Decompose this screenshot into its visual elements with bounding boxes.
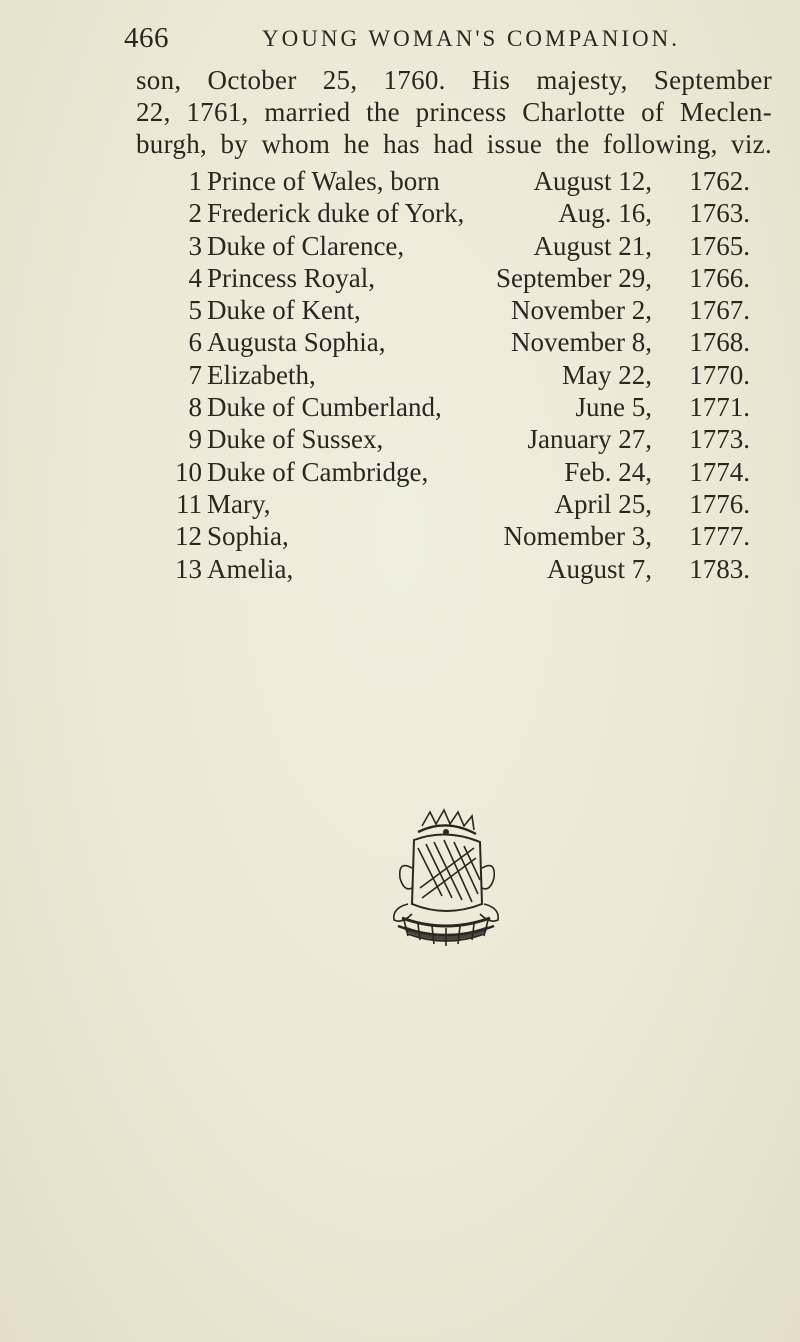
child-birth-year: 1766.: [689, 262, 750, 293]
child-number: 3: [188, 230, 202, 261]
child-birth-year: 1765.: [689, 230, 750, 261]
intro-line: 22, 1761, married the princess Charlotte of Meclen-: [136, 97, 772, 127]
child-name: Mary,: [207, 488, 271, 519]
child-number: 13: [175, 553, 202, 584]
child-number: 5: [188, 295, 202, 326]
intro-line: burgh, by whom he has had issue the following, viz.: [136, 129, 772, 159]
child-number: 10: [175, 456, 202, 487]
child-number: 2: [188, 198, 202, 229]
child-birth-year: 1768.: [689, 327, 750, 358]
child-row: [150, 294, 750, 326]
child-birth-date: August 21,: [533, 230, 652, 261]
child-row: [150, 456, 750, 488]
child-birth-year: 1767.: [689, 295, 750, 326]
child-birth-year: 1762.: [689, 166, 750, 196]
child-birth-year: 1770.: [689, 359, 750, 390]
child-number: 6: [188, 327, 202, 358]
child-row: [150, 230, 750, 262]
child-name: Prince of Wales, born: [207, 166, 440, 196]
child-birth-year: 1776.: [689, 488, 750, 519]
child-birth-year: 1783.: [689, 553, 750, 584]
child-name: Duke of Sussex,: [207, 424, 384, 455]
child-row: [150, 197, 750, 229]
child-birth-date: November 2,: [511, 295, 652, 326]
page-header: [124, 22, 764, 62]
child-row: [150, 488, 750, 520]
child-birth-date: Nomember 3,: [503, 521, 652, 552]
child-number: 11: [176, 488, 202, 519]
child-birth-date: November 8,: [511, 327, 652, 358]
child-birth-year: 1774.: [689, 456, 750, 487]
child-row: [150, 262, 750, 294]
child-row: [150, 359, 750, 391]
child-name: Duke of Cumberland,: [207, 392, 442, 423]
child-number: 9: [188, 424, 202, 455]
child-row: [150, 391, 750, 423]
child-birth-date: September 29,: [496, 262, 652, 293]
child-birth-date: April 25,: [554, 488, 652, 519]
child-birth-year: 1777.: [689, 521, 750, 552]
child-name: Duke of Clarence,: [207, 230, 405, 261]
child-birth-date: May 22,: [562, 359, 652, 390]
child-name: Duke of Cambridge,: [207, 456, 429, 487]
child-number: 4: [188, 262, 202, 293]
child-number: 8: [188, 392, 202, 423]
child-name: Duke of Kent,: [207, 295, 361, 326]
child-number: 1: [188, 166, 202, 196]
child-row: [150, 423, 750, 455]
child-birth-date: June 5,: [575, 392, 652, 423]
intro-paragraph: [136, 64, 772, 160]
child-birth-date: January 27,: [527, 424, 652, 455]
tailpiece-ornament-icon: [378, 808, 514, 960]
child-birth-year: 1773.: [689, 424, 750, 455]
child-birth-date: August 7,: [546, 553, 652, 584]
child-name: Princess Royal,: [207, 262, 375, 293]
child-name: Sophia,: [207, 521, 289, 552]
child-row: [150, 165, 750, 197]
child-birth-year: 1771.: [689, 392, 750, 423]
child-number: 12: [175, 521, 202, 552]
child-row: [150, 553, 750, 585]
child-birth-date: August 12,: [533, 166, 652, 196]
child-number: 7: [188, 359, 202, 390]
child-row: [150, 326, 750, 358]
running-head: YOUNG WOMAN'S COMPANION.: [262, 26, 680, 51]
child-birth-year: 1763.: [689, 198, 750, 229]
page-number: 466: [124, 22, 169, 54]
child-birth-date: Aug. 16,: [558, 198, 652, 229]
child-name: Augusta Sophia,: [207, 327, 386, 358]
child-name: Elizabeth,: [207, 359, 316, 390]
child-birth-date: Feb. 24,: [564, 456, 652, 487]
intro-line: son, October 25, 1760. His majesty, September: [136, 65, 772, 95]
children-list: [150, 165, 750, 585]
child-name: Frederick duke of York,: [207, 198, 465, 229]
child-name: Amelia,: [207, 553, 294, 584]
child-row: [150, 520, 750, 552]
